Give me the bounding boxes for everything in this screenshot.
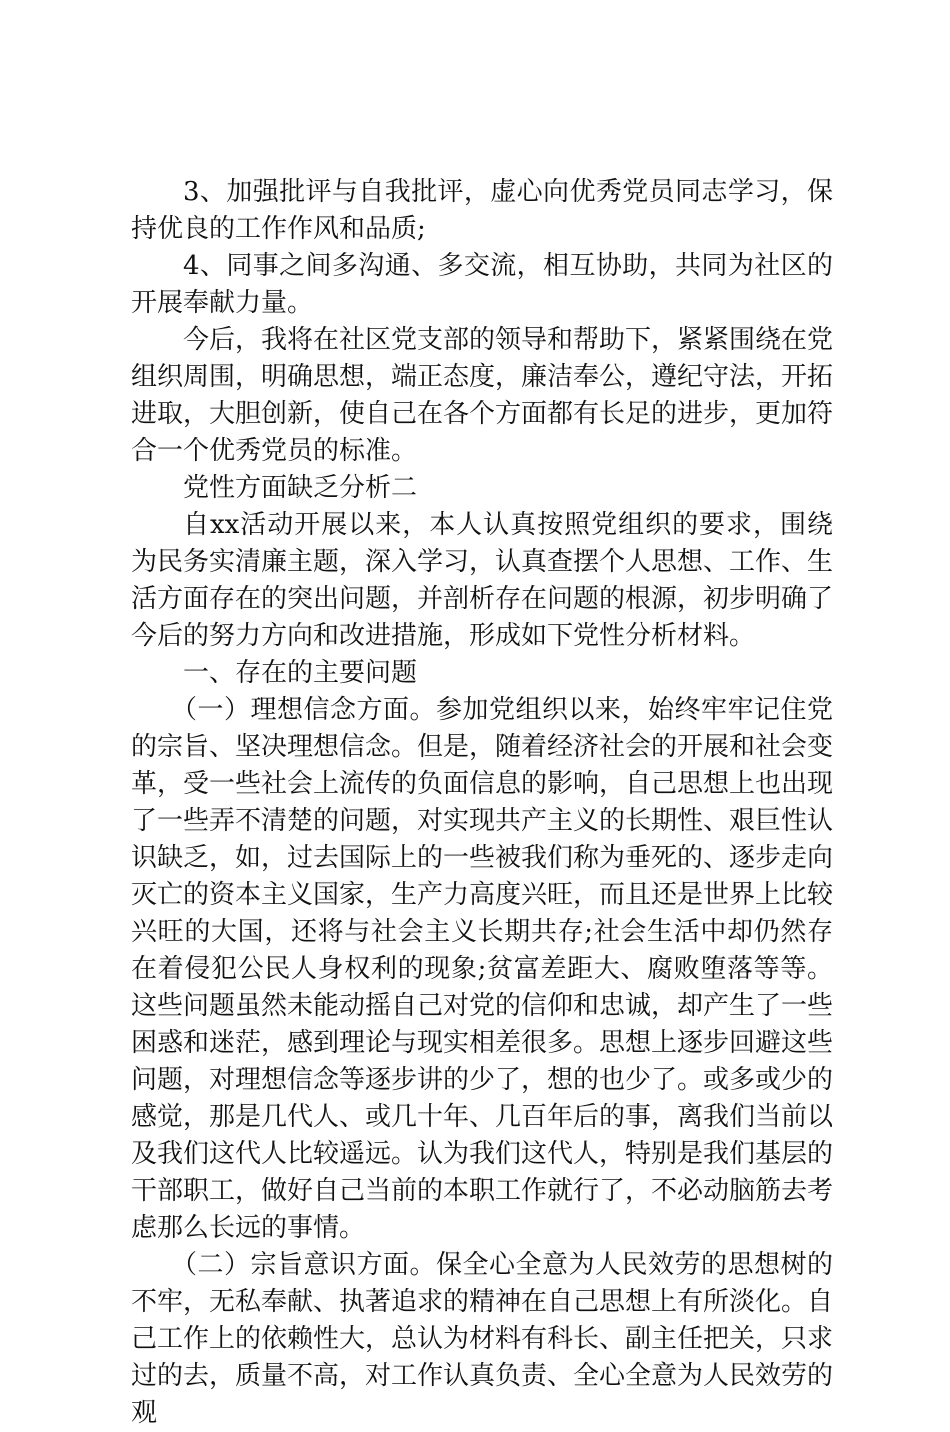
paragraph-ideals: （一）理想信念方面。参加党组织以来，始终牢牢记住党的宗旨、坚决理想信念。但是，随着经济社会的开展和社会变革，受一些社会上流传的负面信息的影响，自己思想上也出现了一些弄不清楚的问题，对实现共产主义的长期性、艰巨性认识缺乏，如，过去国际上的一些被我们称为垂死的、逐步走向灭亡的资本主义国家，生产力高度兴旺，而且还是世界上比较兴旺的大国，还将与社会主义长期共存;社会生活中却仍然存在着侵犯公民人身权利的现象;贫富差距大、腐败堕落等等。这些问题虽然未能动摇自己对党的信仰和忠诚，却产生了一些困惑和迷茫，感到理论与现实相差很多。思想上逐步回避这些问题，对理想信念等逐步讲的少了，想的也少了。或多或少的感觉，那是几代人、或几十年、几百年后的事，离我们当前以及我们这代人比较遥远。认为我们这代人，特别是我们基层的干部职工，做好自己当前的本职工作就行了，不必动脑筋去考虑那么长远的事情。 <box>131 695 834 1243</box>
document-body <box>131 174 833 1432</box>
paragraph-item-3: 3、加强批评与自我批评，虚心向优秀党员同志学习，保持优良的工作作风和品质; <box>131 177 833 244</box>
section-heading-problems: 一、存在的主要问题 <box>183 658 418 688</box>
paragraph-intro: 自xx活动开展以来，本人认真按照党组织的要求，围绕为民务实清廉主题，深入学习，认真查摆个人思想、工作、生活方面存在的突出问题，并剖析存在问题的根源，初步明确了今后的努力方向和改进措施，形成如下党性分析材料。 <box>131 510 834 651</box>
paragraph-item-4: 4、同事之间多沟通、多交流，相互协助，共同为社区的开展奉献力量。 <box>131 251 833 318</box>
paragraph-purpose: （二）宗旨意识方面。保全心全意为人民效劳的思想树的不牢，无私奉献、执著追求的精神在自己思想上有所淡化。自己工作上的依赖性大，总认为材料有科长、副主任把关，只求过的去，质量不高，对工作认真负责、全心全意为人民效劳的观 <box>131 1250 834 1428</box>
paragraph-future: 今后，我将在社区党支部的领导和帮助下，紧紧围绕在党组织周围，明确思想，端正态度，廉洁奉公，遵纪守法，开拓进取，大胆创新，使自己在各个方面都有长足的进步，更加符合一个优秀党员的标准。 <box>131 325 834 466</box>
section-title: 党性方面缺乏分析二 <box>183 473 418 503</box>
